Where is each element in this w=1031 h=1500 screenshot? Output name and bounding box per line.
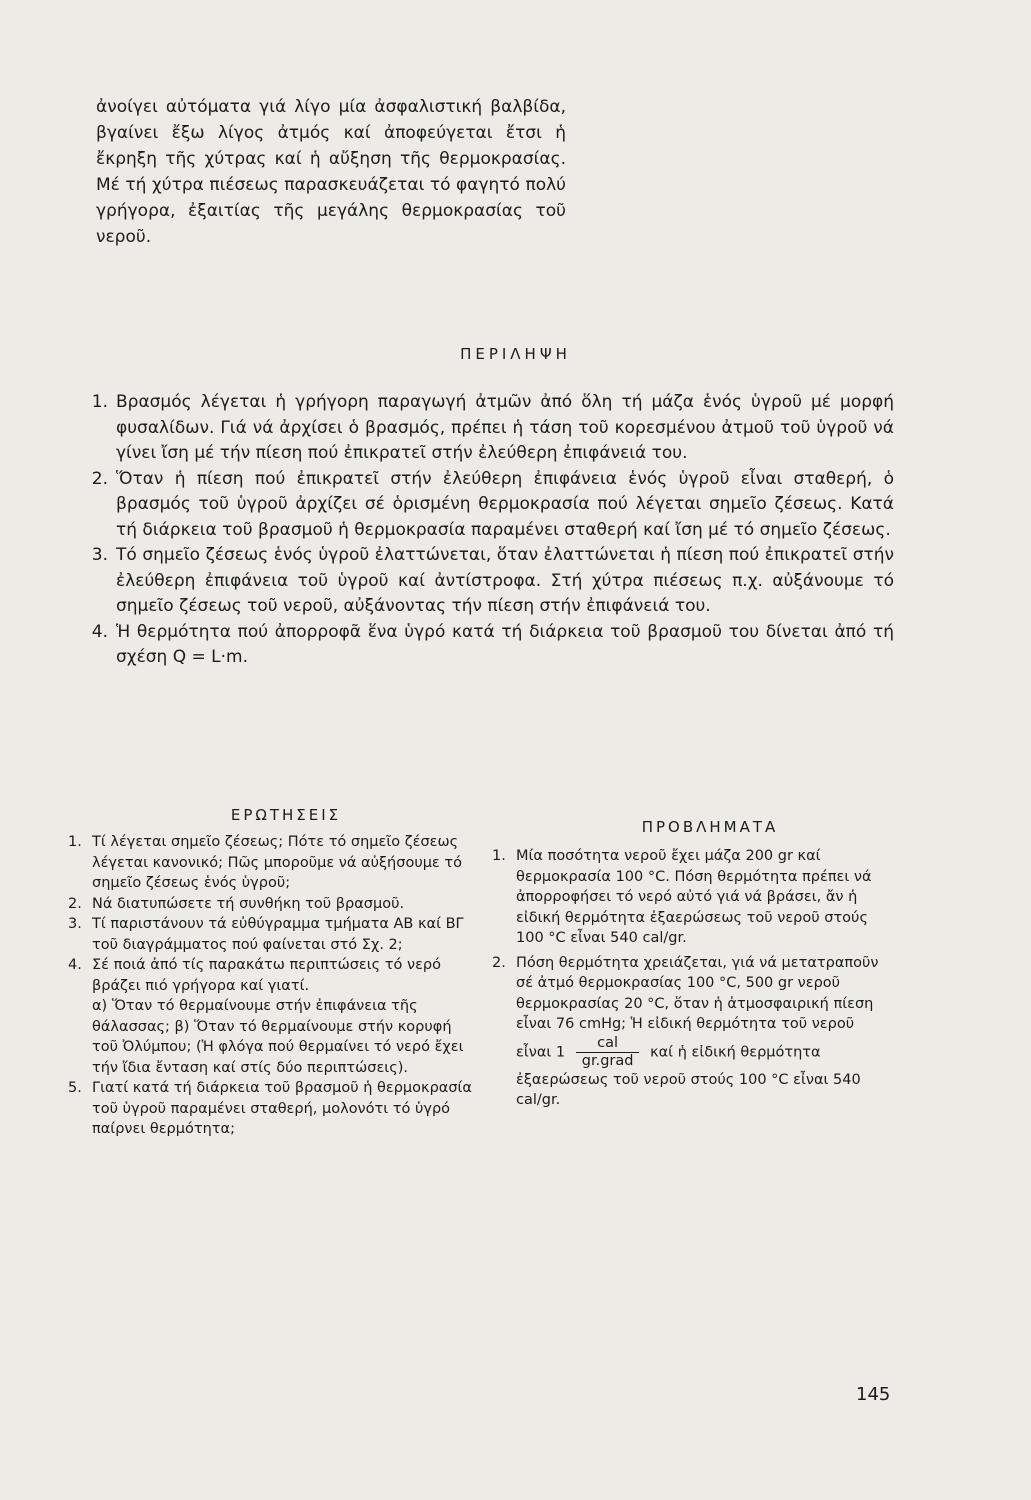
problem-text: Μία ποσότητα νεροῦ ἔχει μάζα 200 gr καί θερμοκρασία 100 °C. Πόση θερμότητα πρέπει νά ἀπορροφήσει τό νερό αὐτό γιά νά βράσει, ἄν ἡ εἰδική θερμότητα ἐξαερώσεως τοῦ νεροῦ στούς 100 °C εἶναι 540 cal/gr.	[516, 848, 872, 946]
problems-heading: ΠΡΟΒΛΗΜΑΤΑ	[641, 818, 779, 836]
problem-item	[492, 846, 892, 949]
question-item	[68, 832, 478, 894]
questions-list	[68, 832, 478, 1140]
problem-text-pre-fraction: εἶναι 1	[516, 1044, 566, 1060]
question-number: 2.	[68, 895, 82, 912]
question-text: Τί παριστάνουν τά εὐθύγραμμα τμήματα ΑΒ καί ΒΓ τοῦ διαγράμματος πού φαίνεται στό Σχ. 2;	[92, 916, 464, 953]
question-text: Σέ ποιά ἀπό τίς παρακάτω περιπτώσεις τό νερό βράζει πιό γρήγορα καί γιατί.	[92, 957, 441, 994]
unit-fraction	[576, 1035, 640, 1070]
question-item	[68, 894, 478, 915]
question-item	[68, 1078, 478, 1140]
summary-item-number: 3.	[91, 545, 108, 565]
problems-list	[492, 846, 892, 1111]
intro-text: ἀνοίγει αὐτόματα γιά λίγο μία ἀσφαλιστική βαλβίδα, βγαίνει ἔξω λίγος ἀτμός καί ἀποφεύγεται ἔτσι ἡ ἔκρηξη τῆς χύτρας καί ἡ αὔξηση τῆς θερμοκρασίας. Μέ τή χύτρα πιέσεως παρασκευάζεται τό φαγητό πολύ γρήγορα, ἐξαιτίας τῆς μεγάλης θερμοκρασίας τοῦ νεροῦ.	[96, 97, 566, 247]
fraction-numerator: cal	[576, 1035, 640, 1053]
summary-list	[72, 390, 894, 671]
summary-item-number: 1.	[91, 392, 108, 412]
question-item	[68, 914, 478, 955]
summary-item-number: 2.	[91, 468, 108, 489]
question-text: Τί λέγεται σημεῖο ζέσεως; Πότε τό σημεῖο ζέσεως λέγεται κανονικό; Πῶς μποροῦμε νά αὐξήσουμε τό σημεῖο ζέσεως ἑνός ὑγροῦ;	[92, 834, 462, 891]
summary-item-number: 4.	[91, 621, 108, 642]
problem-text-block	[516, 953, 892, 1111]
question-number: 1.	[68, 834, 82, 850]
summary-item-text: Ὅταν ἡ πίεση πού ἐπικρατεῖ στήν ἐλεύθερη ἐπιφάνεια ἑνός ὑγροῦ εἶναι σταθερή, ὁ βρασμός τοῦ ὑγροῦ ἀρχίζει σέ ὁρισμένη θερμοκρασία πού λέγεται σημεῖο ζέσεως. Κατά τή διάρκεια τοῦ βρασμοῦ ἡ θερμοκρασία παραμένει σταθερή καί ἴση μέ τό σημεῖο ζέσεως.	[116, 468, 894, 540]
problem-text: ἐξαερώσεως τοῦ νεροῦ στούς 100 °C εἶναι 540 cal/gr.	[516, 1071, 861, 1108]
question-subparts: α) Ὅταν τό θερμαίνουμε στήν ἐπιφάνεια τῆς θάλασσας; β) Ὅταν τό θερμαίνουμε στήν κορυφή τοῦ Ὀλύμπου; (Ἡ φλόγα πού θερμαίνει τό νερό ἔχει τήν ἴδια ἔνταση καί στίς δύο περιπτώσεις).	[92, 998, 464, 1076]
summary-item-text: Ἡ θερμότητα πού ἀπορροφᾶ ἕνα ὑγρό κατά τή διάρκεια τοῦ βρασμοῦ του δίνεται ἀπό τή σχέση Q = L·m.	[116, 621, 894, 667]
problem-number: 1.	[492, 848, 506, 864]
problem-formula-line	[516, 1035, 892, 1070]
intro-paragraph	[96, 94, 566, 250]
summary-heading: ΠΕΡΙΛΗΨΗ	[460, 345, 571, 363]
question-text-block	[92, 955, 478, 1078]
problem-text: Πόση θερμότητα χρειάζεται, γιά νά μετατραποῦν σέ ἀτμό θερμοκρασίας 100 °C, 500 gr νεροῦ θερμοκρασίας 20 °C, ὅταν ἡ ἀτμοσφαιρική πίεση εἶναι 76 cmHg; Ἡ εἰδική θερμότητα τοῦ νεροῦ	[516, 954, 879, 1032]
summary-item	[72, 543, 894, 620]
question-number: 5.	[68, 1080, 82, 1096]
summary-item	[72, 620, 894, 671]
summary-item	[72, 467, 894, 544]
questions-heading: ΕΡΩΤΗΣΕΙΣ	[230, 806, 342, 824]
page-number: 145	[856, 1384, 891, 1405]
summary-item-text: Τό σημεῖο ζέσεως ἑνός ὑγροῦ ἐλαττώνεται, ὅταν ἐλαττώνεται ἡ πίεση πού ἐπικρατεῖ στήν ἐλεύθερη ἐπιφάνεια τοῦ ὑγροῦ καί ἀντίστροφα. Στή χύτρα πιέσεως π.χ. αὐξάνουμε τό σημεῖο ζέσεως τοῦ νεροῦ, αὐξάνοντας τήν πίεση στήν ἐπιφάνειά του.	[116, 545, 894, 616]
question-text: Νά διατυπώσετε τή συνθήκη τοῦ βρασμοῦ.	[92, 895, 405, 912]
problem-item	[492, 953, 892, 1111]
problem-text-post-fraction: καί ἡ εἰδική θερμότητα	[650, 1044, 821, 1060]
fraction-denominator: gr.grad	[581, 1052, 634, 1069]
problem-number: 2.	[492, 954, 506, 971]
summary-item	[72, 390, 894, 467]
question-text: Γιατί κατά τή διάρκεια τοῦ βρασμοῦ ἡ θερμοκρασία τοῦ ὑγροῦ παραμένει σταθερή, μολονότι τό ὑγρό παίρνει θερμότητα;	[92, 1080, 472, 1137]
question-number: 3.	[68, 916, 82, 932]
summary-item-text: Βρασμός λέγεται ἡ γρήγορη παραγωγή ἀτμῶν ἀπό ὅλη τή μάζα ἑνός ὑγροῦ μέ μορφή φυσαλίδων. Γιά νά ἀρχίσει ὁ βρασμός, πρέπει ἡ τάση τοῦ κορεσμένου ἀτμοῦ τοῦ ὑγροῦ νά γίνει ἴση μέ τήν πίεση πού ἐπικρατεῖ στήν ἐλεύθερη ἐπιφάνειά του.	[116, 392, 894, 463]
question-item	[68, 955, 478, 1078]
question-number: 4.	[68, 957, 82, 973]
